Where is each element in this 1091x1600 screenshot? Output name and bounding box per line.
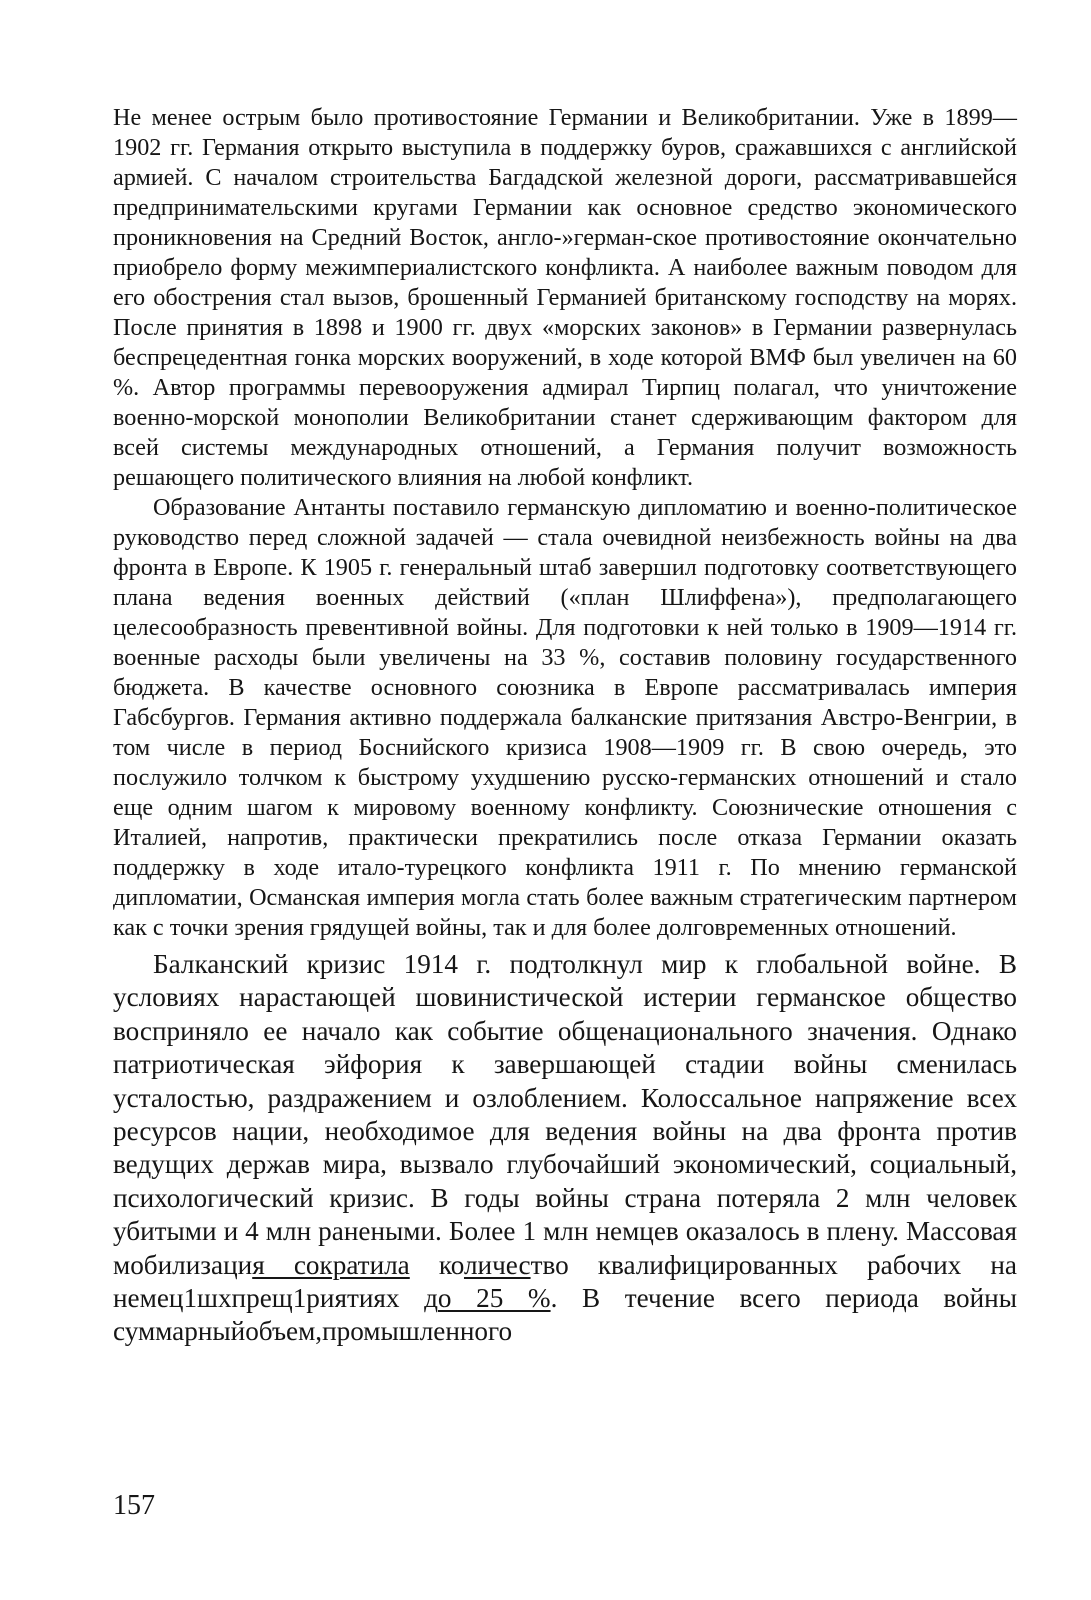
paragraph-3 <box>113 948 1017 1349</box>
paragraph-3-text-4: . В течение всего периода войны суммарныйобъем,промышленного <box>113 1283 1017 1347</box>
paragraph-2: Образование Антанты поставило германскую дипломатию и военно-политическое руководство перед сложной задачей — стала очевидной неизбежность войны на два фронта в Европе. К 1905 г. генеральный штаб завершил подготовку соответствующего плана ведения военных действий («план Шлиффена»), предполагающего целесообразность превентивной войны. Для подготовки к ней только в 1909—1914 гг. военные расходы были увеличены на 33 %, составив половину государственного бюджета. В качестве основного союзника в Европе рассматривалась империя Габсбургов. Германия активно поддержала балканские притязания Австро-Венгрии, в том числе в период Боснийского кризиса 1908—1909 гг. В свою очередь, это послужило толчком к быстрому ухудшению русско-германских отношений и стало еще одним шагом к мировому военному конфликту. Союзнические отношения с Италией, напротив, практически прекратились после отказа Германии оказать поддержку в ходе итало-турецкого конфликта 1911 г. По мнению германской дипломатии, Османская империя могла стать более важным стратегическим партнером как с точки зрения грядущей войны, так и для более долговременных отношений. <box>113 494 1017 941</box>
paragraph-3-underline-3: о 25 % <box>437 1283 551 1314</box>
paragraph-1: Не менее острым было противостояние Германии и Великобритании. Уже в 1899—1902 гг. Германия открыто выступила в поддержку буров, сражавшихся с английской армией. С началом строительства Багдадской железной дороги, рассматривавшейся предпринимательскими кругами Германии как основное средство экономического проникновения на Средний Восток, англо-»герман-ское противостояние окончательно приобрело форму межимпериалистского конфликта. А наиболее важным поводом для его обострения стал вызов, брошенный Германией британскому господству на морях. После принятия в 1898 и 1900 гг. двух «морских законов» в Германии развернулась беспрецедентная гонка морских вооружений, в ходе которой ВМФ был увеличен на 60 %. Автор программы перевооружения адмирал Тирпиц полагал, что уничтожение военно-морской монополии Великобритании станет сдерживающим фактором для всей системы международных отношений, а Германия получит возможность решающего политического влияния на любой конфликт. <box>113 104 1017 491</box>
page-number: 157 <box>113 1490 155 1521</box>
paragraph-3-text-3: тво квалифицированных рабочих на немец1шхпрещ1риятиях д <box>113 1249 1017 1314</box>
paragraph-3-text-2: ко <box>409 1249 464 1280</box>
paragraph-3-underline-1: я сократила <box>252 1249 410 1280</box>
paragraph-3-underline-2: личес <box>463 1249 531 1280</box>
body-text <box>113 103 1017 1349</box>
paragraph-3-text-1: Балканский кризис 1914 г. подтолкнул мир к глобальной войне. В условиях нарастающей шовинистической истерии германское общество восприняло ее начало как событие общенационального значения. Однако патриотическая эйфория к завершающей стадии войны сменилась усталостью, раздражением и озлоблением. Колоссальное напряжение всех ресурсов нации, необходимое для ведения войны на два фронта против ведущих держав мира, вызвало глубочайший экономический, социальный, психологический кризис. В годы войны страна потеряла 2 млн человек убитыми и 4 млн ранеными. Более 1 млн немцев оказалось в плену. Массовая мобилизаци <box>113 949 1017 1280</box>
